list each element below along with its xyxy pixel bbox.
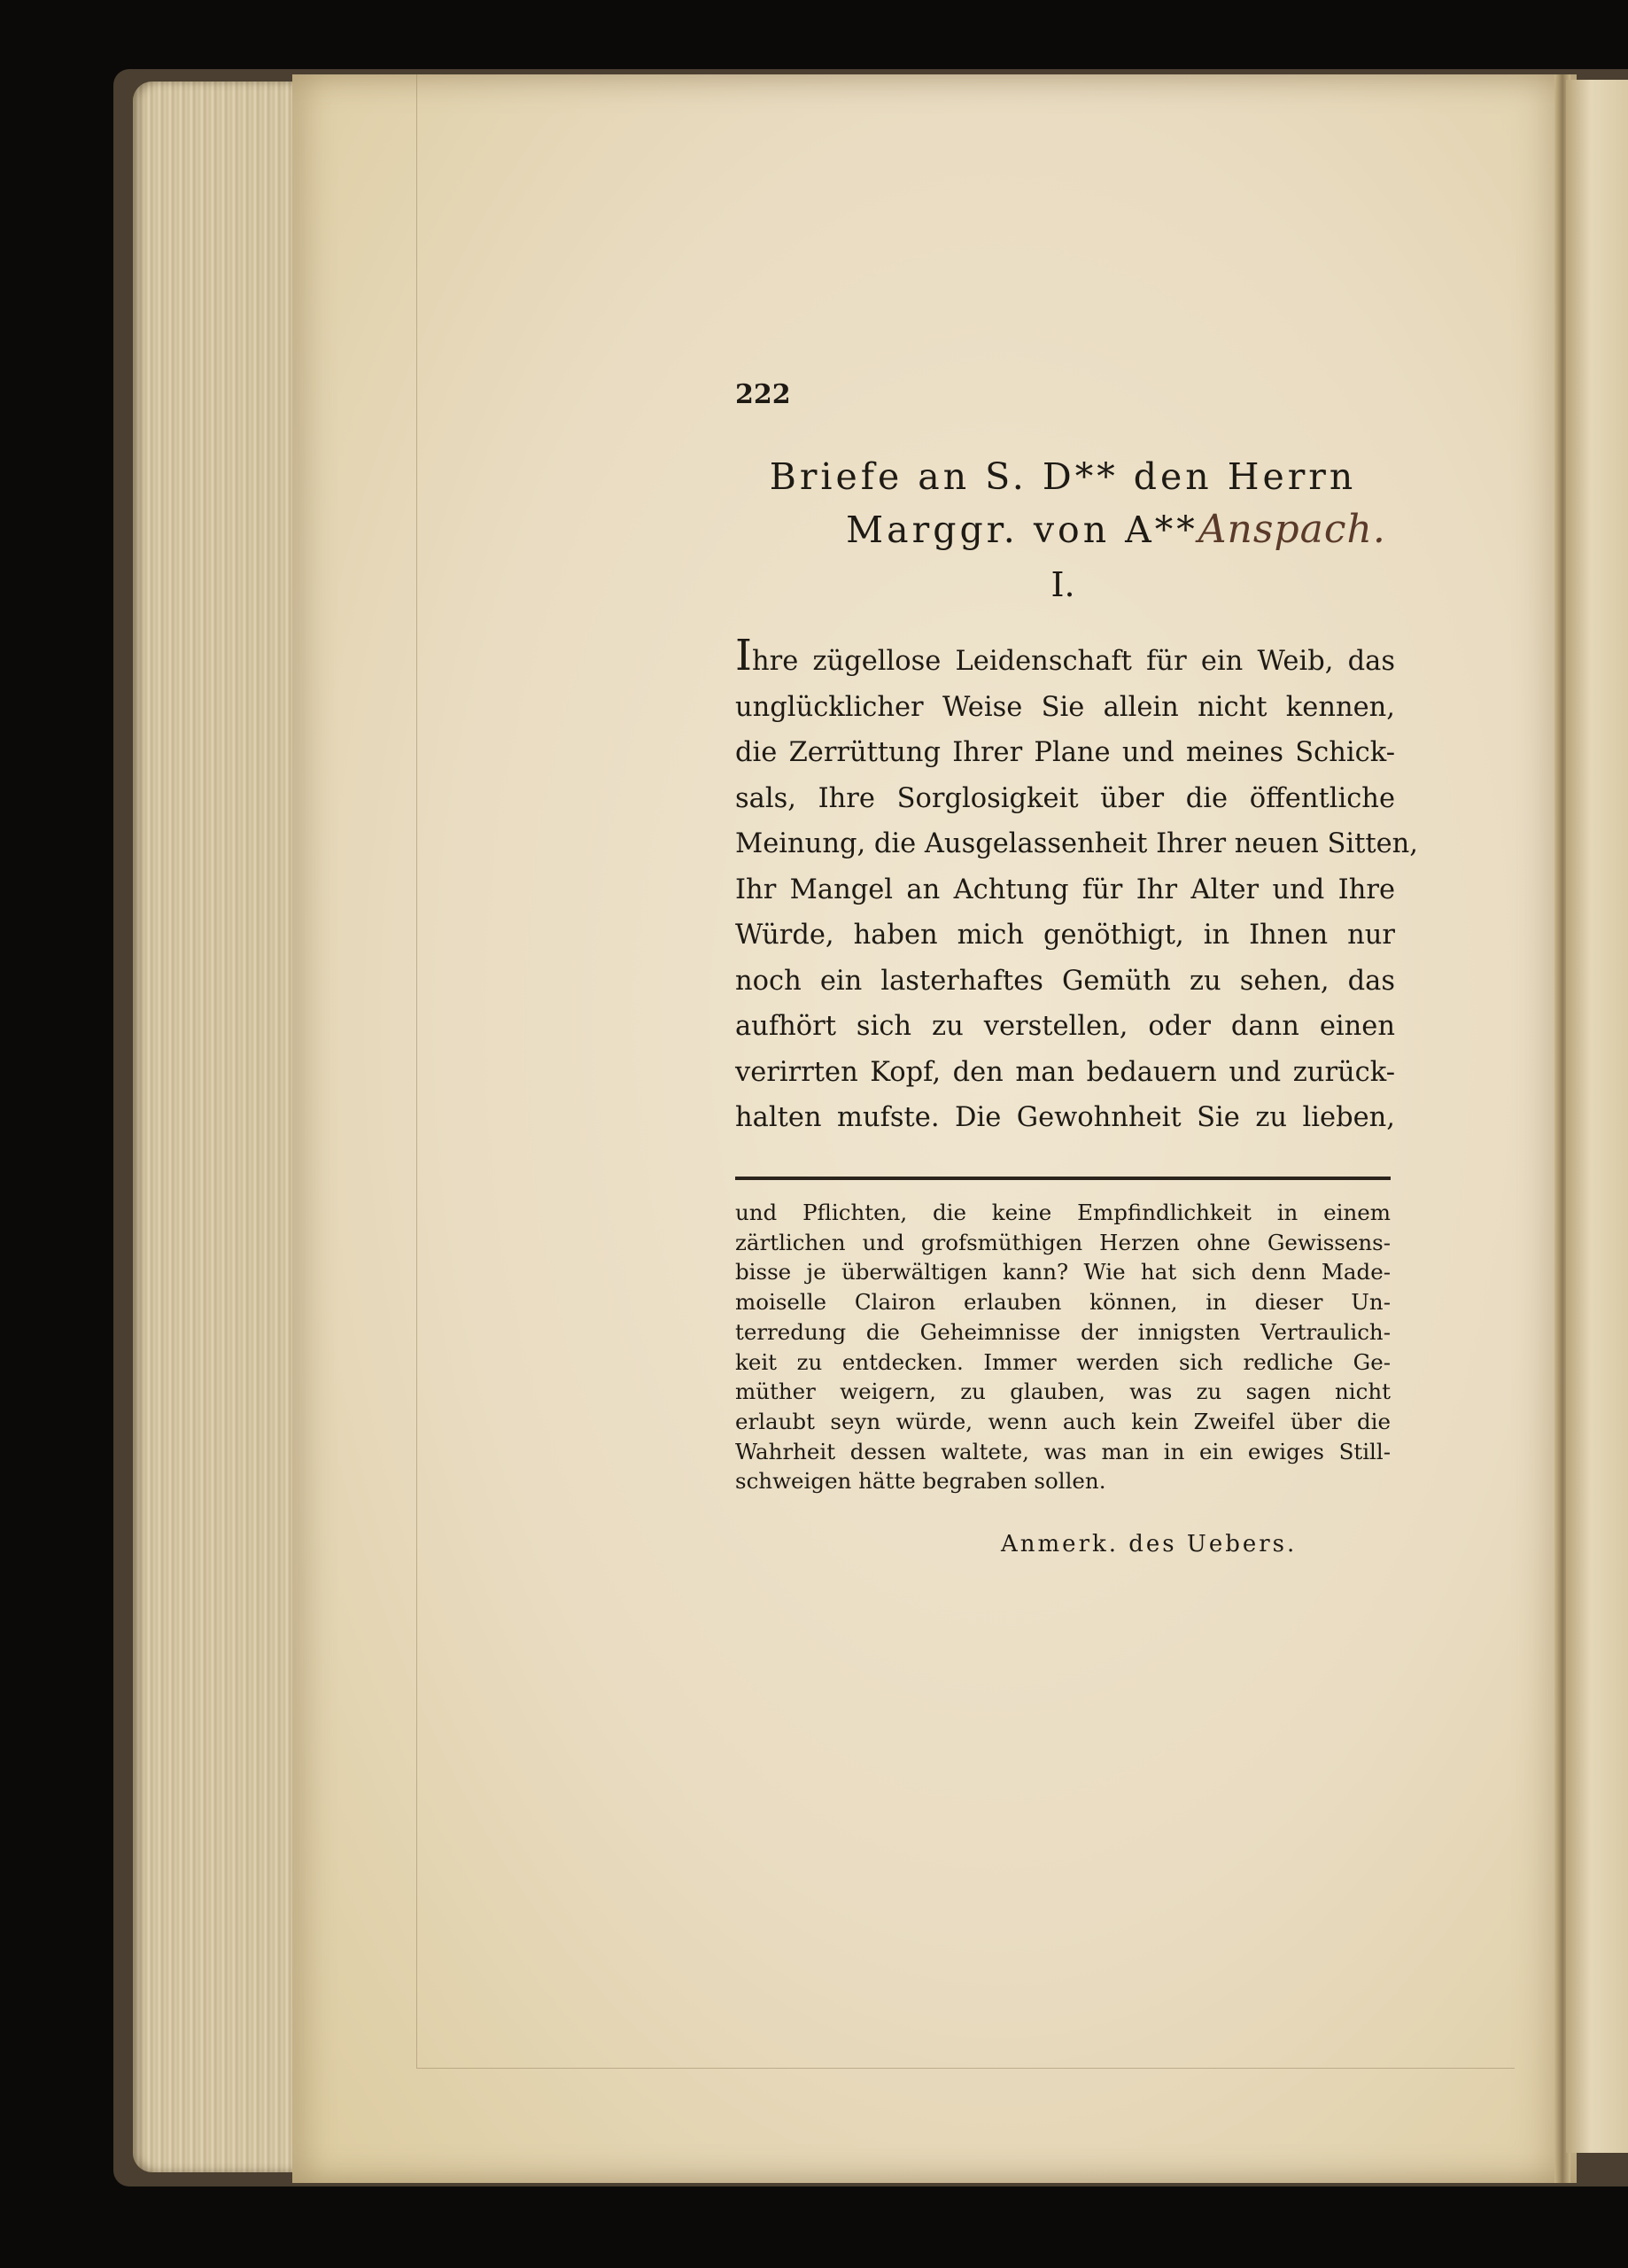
footnote-line: Wahrheit dessen waltete, was man in ein ewiges Still- [735,1438,1391,1464]
body-line: noch ein lasterhaftes Gemüth zu sehen, das [735,965,1395,997]
footnote-signature: Anmerk. des Uebers. [1001,1531,1298,1557]
body-line: unglücklicher Weise Sie allein nicht kennen, [735,691,1395,723]
letter-number: I. [1050,565,1075,604]
body-line: Meinung, die Ausgelassenheit Ihrer neuen Sitten, [735,828,1419,859]
body-line: halten mufste. Die Gewohnheit Sie zu lieben, [735,1102,1395,1133]
letter-heading [735,450,1391,556]
page-number: 222 [735,379,791,410]
body-line-text: hre zügellose Leidenschaft für ein Weib, das [751,646,1395,677]
footnote-line: erlaubt seyn würde, wenn auch kein Zweifel über die [735,1408,1391,1434]
footnote-line: zärtlichen und grofsmüthigen Herzen ohne Gewissens- [735,1229,1391,1255]
drop-cap: I [735,631,752,680]
heading-line-2 [735,503,1391,556]
body-line: sals, Ihre Sorglosigkeit über die öffentliche [735,782,1395,814]
footnote-line: terredung die Geheimnisse der innigsten Vertraulich- [735,1318,1391,1345]
body-line: Ihr Mangel an Achtung für Ihr Alter und Ihre [735,874,1395,905]
footnote-line: bisse je überwältigen kann? Wie hat sich denn Made- [735,1259,1391,1285]
page-edges [133,82,319,2172]
letter-body [735,631,1419,1141]
footnote-line: moiselle Clairon erlauben können, in dieser Un- [735,1289,1391,1316]
footnote-line: müther weigern, zu glauben, was zu sagen nicht [735,1379,1391,1405]
heading-line-2-printed: Marggr. von A** [846,509,1198,551]
heading-line-1: Briefe an S. D** den Herrn [769,455,1357,498]
body-line: verirrten Kopf, den man bedauern und zurück- [735,1056,1395,1088]
facing-page-edge [1566,80,1628,2153]
body-line: Würde, haben mich genöthigt, in Ihnen nur [735,920,1395,951]
footnote [735,1198,1391,1496]
body-line: die Zerrüttung Ihrer Plane und meines Schick- [735,737,1395,768]
body-line: aufhört sich zu verstellen, oder dann einen [735,1011,1395,1042]
body-line [735,631,1395,685]
handwritten-note: Anspach. [1198,507,1386,552]
footnote-divider [735,1177,1391,1180]
footnote-line: keit zu entdecken. Immer werden sich redliche Ge- [735,1348,1391,1375]
footnote-line: und Pflichten, die keine Empfindlichkeit in einem [735,1200,1391,1225]
footnote-line: schweigen hätte begraben sollen. [735,1468,1106,1495]
